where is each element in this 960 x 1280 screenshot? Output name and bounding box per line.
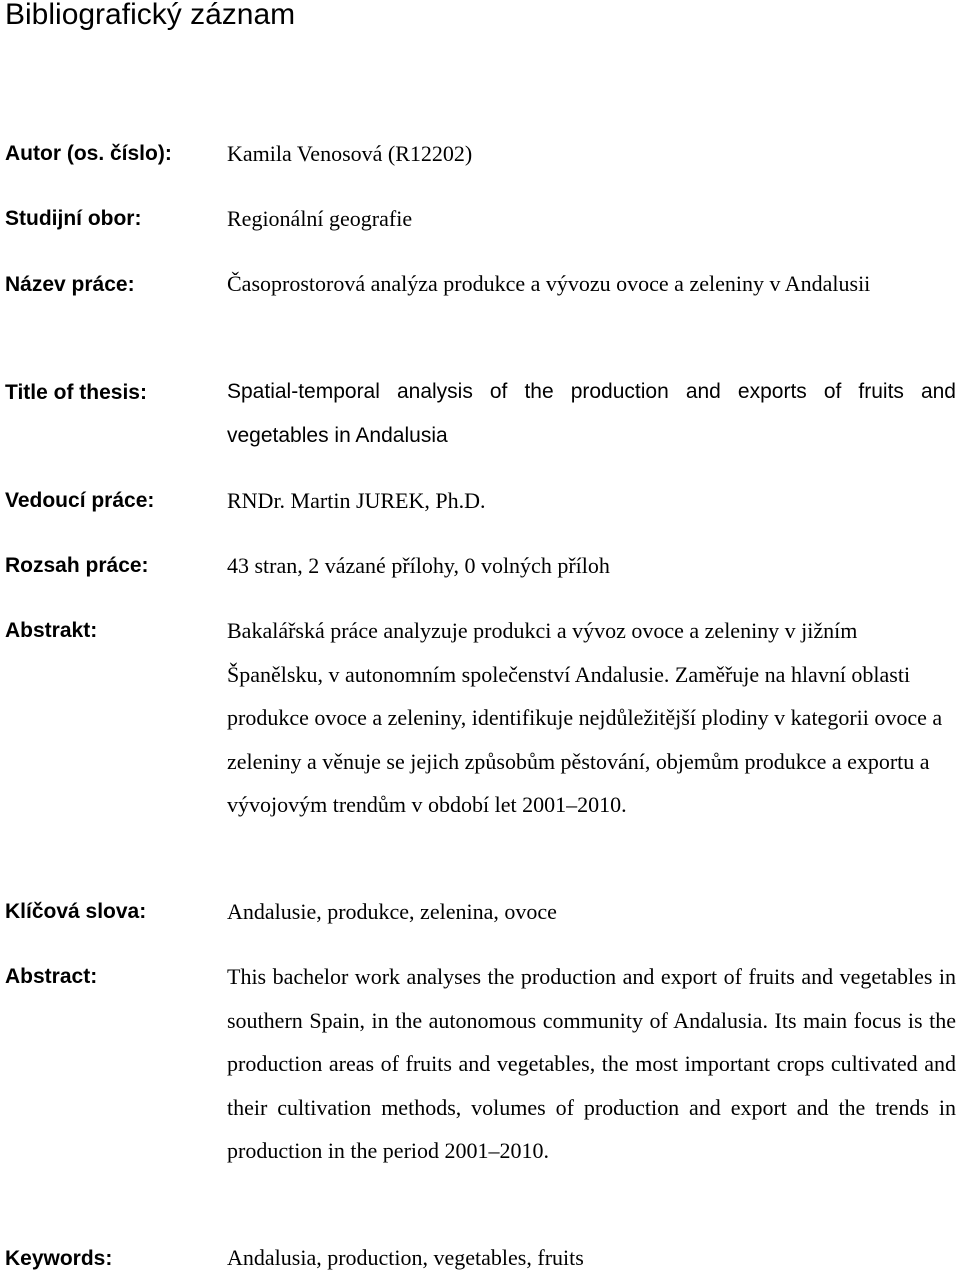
keywords-en-label: Keywords: bbox=[5, 1247, 113, 1270]
abstract-en-value: This bachelor work analyses the production and export of fruits and vegetables in southern Spain, in the autonomous community of Andalusia. Its main focus is the production areas of fruits and vegetables, the most important crops cultivated and their cultivation methods, volumes of production and export and the trends in production in the period 2001–2010. bbox=[227, 964, 956, 1163]
supervisor-label: Vedoucí práce: bbox=[5, 489, 155, 512]
study-field-value: Regionální geografie bbox=[227, 206, 413, 231]
thesis-name-value: Časoprostorová analýza produkce a vývozu ovoce a zeleniny v Andalusii bbox=[227, 271, 871, 296]
extent-value: 43 stran, 2 vázané přílohy, 0 volných příloh bbox=[227, 553, 610, 578]
keywords-cz-value: Andalusie, produkce, zelenina, ovoce bbox=[227, 899, 557, 924]
thesis-title-en-value: Spatial-temporal analysis of the production and exports of fruits and vegetables in Andalusia bbox=[227, 380, 956, 447]
extent-label: Rozsah práce: bbox=[5, 554, 149, 577]
abstract-en-label: Abstract: bbox=[5, 965, 98, 988]
thesis-title-en-label: Title of thesis: bbox=[5, 381, 147, 404]
supervisor-value: RNDr. Martin JUREK, Ph.D. bbox=[227, 488, 486, 513]
study-field-label: Studijní obor: bbox=[5, 207, 142, 230]
abstract-cz-value: Bakalářská práce analyzuje produkci a vývoz ovoce a zeleniny v jižním Španělsku, v autonomním společenství Andalusie. Zaměřuje na hlavní oblasti produkce ovoce a zeleniny, identifikuje nejdůležitější plodiny v kategorii ovoce a zeleniny a věnuje se jejich způsobům pěstování, objemům produkce a exportu a vývojovým trendům v období let 2001–2010. bbox=[227, 618, 943, 817]
author-label: Autor (os. číslo): bbox=[5, 142, 172, 165]
keywords-en-value: Andalusia, production, vegetables, fruits bbox=[227, 1245, 584, 1270]
page-title: Bibliografický záznam bbox=[5, 0, 296, 31]
abstract-cz-label: Abstrakt: bbox=[5, 619, 98, 642]
author-value: Kamila Venosová (R12202) bbox=[227, 141, 473, 166]
thesis-name-label: Název práce: bbox=[5, 273, 135, 296]
keywords-cz-label: Klíčová slova: bbox=[5, 900, 147, 923]
